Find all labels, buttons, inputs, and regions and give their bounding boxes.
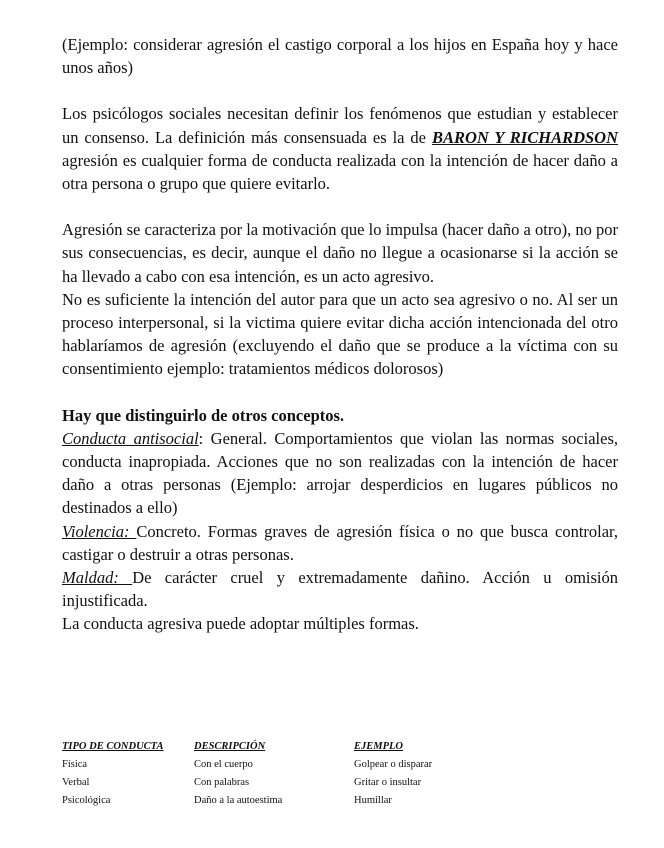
table-row (62, 791, 622, 809)
author-names: BARON Y RICHARDSON (431, 127, 619, 147)
table-cell: Psicológica (62, 794, 111, 806)
term-antisocial: Conducta antisocial (62, 428, 199, 448)
term-maldad: Maldad: (62, 568, 133, 588)
table-row (62, 755, 622, 773)
definition-text-after: agresión es cualquier forma de conducta realizada con la intención de hacer daño a otra persona o grupo que quiere evitarlo. (62, 150, 618, 194)
concept-violencia (62, 520, 618, 566)
table-cell: Física (62, 758, 88, 770)
table-cell: Daño a la autoestima (194, 794, 283, 806)
paragraph-intention: No es suficiente la intención del autor para que un acto sea agresivo o no. Al ser un proceso interpersonal, si la victima quiere evitar dicha acción intencionada del otro hablaríamos de agresión (excluyendo el daño que se produce a la víctima con su consentimiento ejemplo: tratamientos médicos dolorosos) (62, 289, 618, 379)
definition-violencia: Concreto. Formas graves de agresión física o no que busca controlar, castigar o destruir a otras personas. (62, 521, 619, 564)
aggression-types-table (62, 737, 622, 809)
table-cell: Verbal (62, 776, 90, 788)
term-violencia: Violencia: (62, 521, 137, 541)
header-descripcion: DESCRIPCIÓN (194, 740, 266, 752)
table-cell: Golpear o disparar (354, 758, 433, 770)
section-heading: Hay que distinguirlo de otros conceptos. (62, 405, 345, 425)
document-body (62, 33, 618, 636)
paragraph-motivation: Agresión se caracteriza por la motivación que lo impulsa (hacer daño a otro), no por sus consecuencias, es decir, aunque el daño no llegue a ocasionarse si la acción se ha llevado a cabo con esa intención, es un acto agresivo. (62, 220, 618, 286)
table-row (62, 773, 622, 791)
concept-maldad (62, 566, 618, 612)
paragraph-definition (62, 102, 618, 195)
table-cell: Con palabras (194, 776, 250, 788)
definition-antisocial: : General. Comportamientos que violan las normas sociales, conducta inapropiada. Acciones que no son realizadas con la intención de hacer daño a otras personas (Ejemplo: arrojar desperdicios en lugares públicos no destinados a ello) (62, 428, 618, 518)
table-cell: Humillar (354, 794, 392, 806)
concept-antisocial (62, 427, 618, 520)
closing-line: La conducta agresiva puede adoptar múltiples formas. (62, 614, 419, 634)
header-tipo: TIPO DE CONDUCTA (62, 740, 164, 752)
table-cell: Con el cuerpo (194, 758, 253, 770)
header-ejemplo: EJEMPLO (354, 740, 404, 752)
paragraph-example: (Ejemplo: considerar agresión el castigo corporal a los hijos en España hoy y hace unos años) (62, 35, 618, 78)
definition-text-before: Los psicólogos sociales necesitan definir los fenómenos que estudian y establecer un consenso. La definición más consensuada es la de (62, 104, 618, 147)
table-header-row (62, 737, 622, 755)
definition-maldad: De carácter cruel y extremadamente dañino. Acción u omisión injustificada. (62, 568, 619, 611)
table-cell: Gritar o insultar (354, 776, 422, 788)
